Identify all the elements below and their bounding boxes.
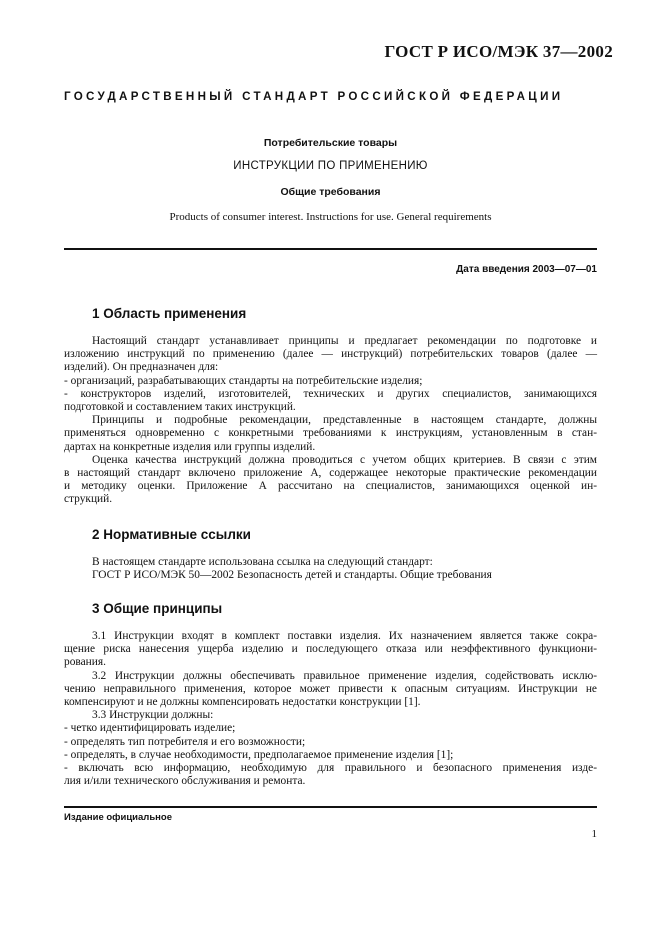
section-body-scope <box>64 335 597 507</box>
text-line: применяться одновременно с конкретными требованиями к инструкциям, установленным в стан- <box>64 427 597 440</box>
text-line: Оценка качества инструкций должна проводиться с учетом общих критериев. В связи с этим <box>92 453 597 466</box>
document-code: ГОСТ Р ИСО/МЭК 37—2002 <box>384 42 613 61</box>
section-body-principles <box>64 630 597 788</box>
text-line: щение риска нанесения ущерба изделию и последующего отказа или неэффективного функциони- <box>64 643 597 656</box>
text-line: рования. <box>64 656 106 669</box>
text-line: в настоящий стандарт включено приложение А, содержащее некоторые практические рекомендации <box>64 467 597 480</box>
text-line: 3.2 Инструкции должны обеспечивать правильное применение изделия, содействовать исклю- <box>92 669 597 682</box>
text-line: - конструкторов изделий, изготовителей, технических и других специалистов, занимающихся <box>64 387 597 400</box>
text-line: - четко идентифицировать изделие; <box>64 722 236 735</box>
text-line: дартах на конкретные изделия или группы изделий. <box>64 440 316 453</box>
document-name: ИНСТРУКЦИИ ПО ПРИМЕНЕНИЮ <box>233 160 428 172</box>
text-line: чению неправильного применения, которое может привести к опасным ситуациям. Инструкции не <box>64 682 597 695</box>
introduction-date: Дата введения 2003—07—01 <box>456 264 597 275</box>
text-line: - определять, в случае необходимости, предполагаемое применение изделия [1]; <box>64 748 454 761</box>
text-line: В настоящем стандарте использована ссылка на следующий стандарт: <box>92 556 433 568</box>
text-line: подготовкой и составлением таких инструкций. <box>64 401 296 414</box>
text-line: и методику оценки. Приложение А рассчитано на специалистов, занимающихся оценкой ин- <box>64 480 597 493</box>
text-line: изложению инструкций по применению (далее — инструкций) потребительских товаров (далее — <box>64 348 597 361</box>
text-line: - организаций, разрабатывающих стандарты на потребительские изделия; <box>64 374 423 387</box>
text-line: - определять тип потребителя и его возможности; <box>64 735 306 748</box>
text-line: Настоящий стандарт устанавливает принципы и предлагает рекомендации по подготовке и <box>92 335 597 347</box>
text-line: лия и/или технического обслуживания и ремонта. <box>64 775 306 788</box>
text-line: Принципы и подробные рекомендации, представленные в настоящем стандарте, должны <box>92 414 597 427</box>
text-line: 3.3 Инструкции должны: <box>92 709 214 722</box>
text-line: 3.1 Инструкции входят в комплект поставки изделия. Их назначением является также сокра- <box>92 630 597 642</box>
english-title: Products of consumer interest. Instructions for use. General requirements <box>169 211 492 223</box>
text-line: компенсируют и не должны компенсировать недостатки конструкции [1]. <box>64 696 421 709</box>
document-subtitle: Общие требования <box>280 186 381 198</box>
text-line: ГОСТ Р ИСО/МЭК 50—2002 Безопасность детей и стандарты. Общие требования <box>92 569 492 582</box>
text-line: струкций. <box>64 493 113 506</box>
section-heading-scope: 1 Область применения <box>92 306 247 321</box>
section-heading-principles: 3 Общие принципы <box>92 601 223 616</box>
section-heading-references: 2 Нормативные ссылки <box>92 527 251 542</box>
text-line: изделий). Он предназначен для: <box>64 361 219 374</box>
category-title: Потребительские товары <box>263 137 398 149</box>
footer-divider <box>64 806 597 808</box>
title-divider <box>64 248 597 250</box>
standard-title: ГОСУДАРСТВЕННЫЙ СТАНДАРТ РОССИЙСКОЙ ФЕДЕРАЦИИ <box>64 90 564 103</box>
section-body-references <box>64 556 597 582</box>
page-number: 1 <box>591 828 597 840</box>
edition-note: Издание официальное <box>64 812 172 823</box>
text-line: - включать всю информацию, необходимую для правильного и безопасного применения изде- <box>64 762 597 775</box>
